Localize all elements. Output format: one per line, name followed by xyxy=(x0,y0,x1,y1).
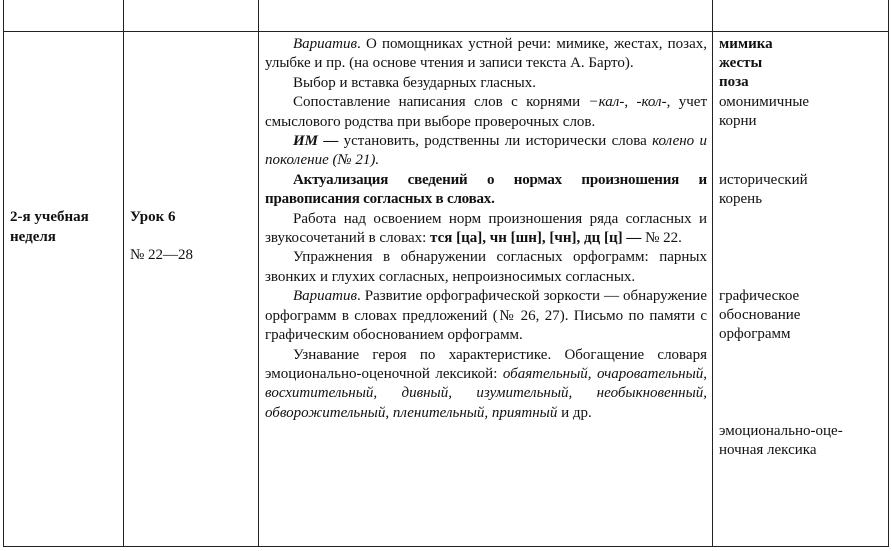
im-label: ИМ — xyxy=(293,133,339,150)
table-border-bottom xyxy=(3,546,889,547)
term-poza: поза xyxy=(719,74,749,90)
paragraph-variative-1 xyxy=(265,35,707,74)
table-border-left xyxy=(3,0,4,547)
paragraph-im xyxy=(265,132,707,171)
term-roots: корни xyxy=(719,113,757,129)
paragraph-text: Упражнения в обнаружении согласных орфограмм: парных звонких и глухих согласных, непроизносимых согласных. xyxy=(265,249,707,285)
table-border-right xyxy=(888,0,889,547)
paragraph-text: . О помощниках устной речи: мимике, жестах, позах, улыбке и пр. (на основе чтения и записи текста А. Барто). xyxy=(265,36,707,72)
paragraph-text: установить, родственны ли исторически слова xyxy=(338,133,653,150)
column-divider-1 xyxy=(123,0,124,547)
paragraph-text: № 22. xyxy=(641,230,682,247)
paragraph-actualization-heading xyxy=(265,171,707,210)
paragraph-unstressed-vowels xyxy=(265,74,707,93)
lesson-cell xyxy=(130,207,254,265)
term-vocabulary: ночная лексика xyxy=(719,442,817,458)
evaluative-words: обаятельный, очаровательный, восхитительный, дивный, изумительный, необыкновенный, обворожительный, пленительный, приятный xyxy=(265,365,707,421)
term-orthograms: орфограмм xyxy=(719,326,791,342)
term-emotional-evaluative: эмоционально-оце- xyxy=(719,423,843,439)
variative-label: Вариатив xyxy=(293,288,358,305)
variative-label: Вариатив xyxy=(293,36,358,52)
terms-cell xyxy=(719,0,887,546)
paragraph-text: . Развитие орфографической зоркости — обнаружение орфограмм в словах предложений (№ 26, 27). Письмо по памяти с графическим обоснованием орфограмм. xyxy=(265,288,707,344)
column-divider-2 xyxy=(258,0,259,547)
paragraph-hero-recognition xyxy=(265,346,707,424)
root-kol: -кол- xyxy=(636,94,667,111)
content-cell xyxy=(265,35,707,423)
column-divider-3 xyxy=(712,0,713,547)
paragraph-text: Работа над освоением норм произношения ряда согласных и звукосочетаний в словах: xyxy=(265,210,707,247)
term-zhesty: жесты xyxy=(719,55,763,71)
root-kal: −кал- xyxy=(588,94,625,111)
paragraph-variative-2 xyxy=(265,287,707,345)
heading-text: Актуализация сведений о нормах произношения и правописания согласных в словах. xyxy=(265,171,707,208)
week-label: 2-я учебная неделя xyxy=(10,209,89,245)
paragraph-text: Сопоставление написания слов с корнями xyxy=(293,94,589,111)
paragraph-text: , xyxy=(624,94,637,111)
term-justification: обоснование xyxy=(719,307,801,323)
lesson-numbers: № 22—28 xyxy=(130,247,194,263)
term-graphic: графическое xyxy=(719,288,800,304)
term-root: корень xyxy=(719,191,763,207)
term-mimika: мимика xyxy=(719,36,773,52)
paragraph-roots xyxy=(265,93,707,132)
sound-combinations: тся [ца], чн [шн], [чн], дц [ц] — xyxy=(430,230,642,247)
lesson-title: Урок 6 xyxy=(130,209,176,225)
paragraph-text: Узнавание героя по характеристике. Обогащение словаря эмоционально-оценочной лексикой: xyxy=(265,346,707,382)
paragraph-text: и др. xyxy=(557,404,592,421)
im-words: колено и поколение (№ 21). xyxy=(265,133,707,169)
paragraph-consonant-orthograms xyxy=(265,248,707,287)
paragraph-pronunciation xyxy=(265,210,707,249)
term-historical: исторический xyxy=(719,172,808,188)
paragraph-text: Выбор и вставка безударных гласных. xyxy=(293,74,536,91)
term-homonymous: омонимичные xyxy=(719,94,810,110)
paragraph-text: , учет смыслового родства при выборе проверочных слов. xyxy=(265,94,707,130)
